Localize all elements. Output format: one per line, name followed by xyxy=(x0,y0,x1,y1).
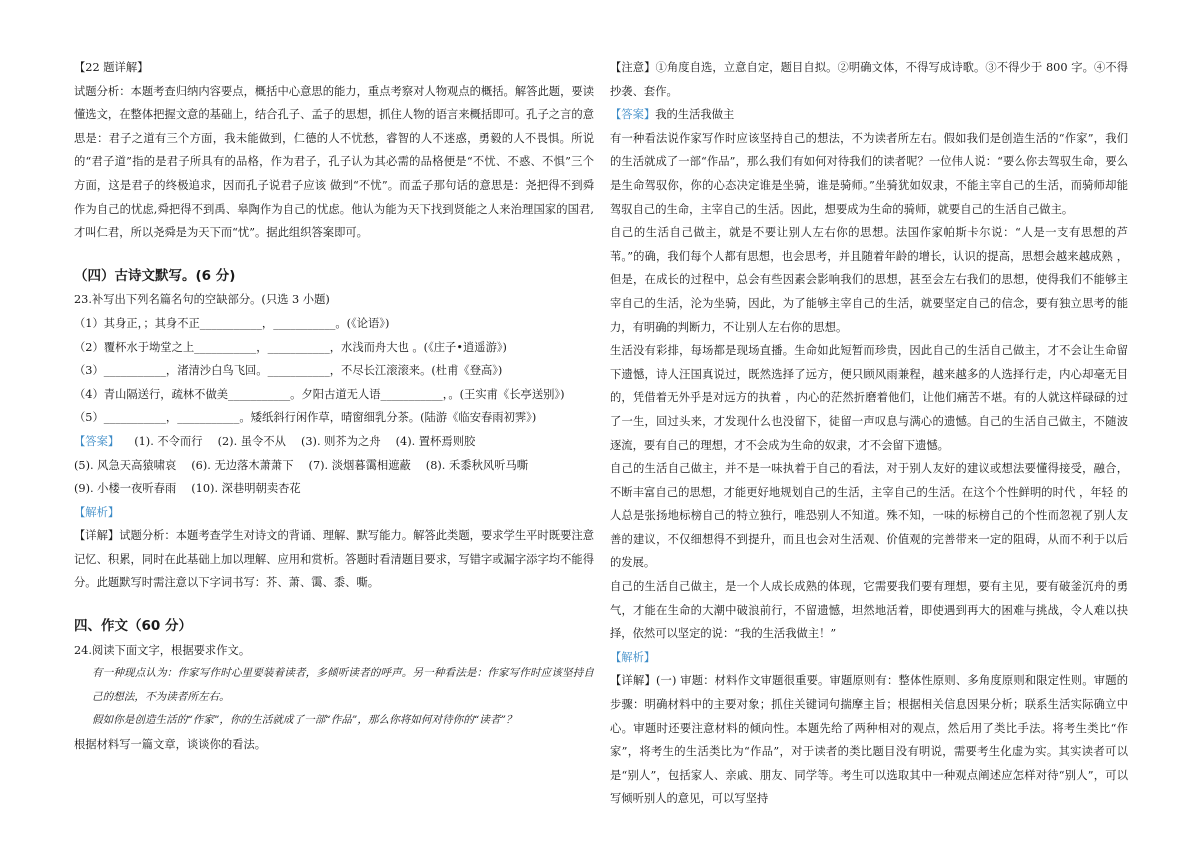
answer-6: (6). 无边落木萧萧下 xyxy=(191,458,294,472)
q22-header: 【22 题详解】 xyxy=(74,61,149,74)
q23-detail: 【详解】试题分析：本题考查学生对诗文的背诵、理解、默写能力。解答此类题，要求学生平时既要注意记忆、积累，同时在此基础上加以理解、应用和赏析。答题时看清题目要求，写错字或漏字添字均不能得分。此题默写时需注意以下字词书写：芥、萧、霭、黍、嘶。 xyxy=(74,529,594,590)
essay-answer-line xyxy=(610,103,1128,127)
q23-answers xyxy=(74,430,594,501)
q23-stem: 23.补写出下列名篇名句的空缺部分。(只选 3 小题) xyxy=(74,293,330,307)
essay-detail: 【详解】(一) 审题：材料作文审题很重要。审题原则有：整体性原则、多角度原则和限定性则。审题的步骤：明确材料中的主要对象；抓住关键词句揣摩主旨；根据相关信息因果分析；联系生活实际确立中心。审题时还要注意材料的倾向性。本题先给了两种相对的观点，然后用了类比手法。将考生类比“作家”，将考生的生活类比为“作品”，对于读者的类比题目没有明说，需要考生化虚为实。其实读者可以是“别人”，包括家人、亲戚、朋友、同学等。考生可以选取其中一种观点阐述应怎样对待“别人”，可以写倾听别人的意见，可以写坚持 xyxy=(610,674,1128,806)
analysis-tag: 【解析】 xyxy=(610,650,656,664)
essay-paragraph-1: 有一种看法说作家写作时应该坚持自己的想法，不为读者所左右。假如我们是创造生活的“作家”，我们的生活就成了一部“作品”，那么我们有如何对待我们的读者呢？一位伟人说：“要么你去驾驭生命，要么是生命驾驭你，你的心态决定谁是坐骑，谁是骑师。”坐骑犹如奴隶，不能主宰自己的生活，而骑师却能驾驭自己的生命，主宰自己的生活。因此，想要成为生命的骑师，就要自己的生活自己做主。 xyxy=(610,131,1128,216)
essay-paragraph-5: 自己的生活自己做主，是一个人成长成熟的体现，它需要我们要有理想，要有主见，要有破釜沉舟的勇气，才能在生命的大潮中破浪前行，不留遗憾，坦然地活着，即使遇到再大的困难与挑战，令人难以抉择，依然可以坚定的说：“我的生活我做主！” xyxy=(610,580,1128,641)
answer-3: (3). 则芥为之舟 xyxy=(300,434,381,448)
essay-paragraph-2: 自己的生活自己做主，就是不要让别人左右你的思想。法国作家帕斯卡尔说：“人是一支有思想的芦苇。”的确，我们每个人都有思想，也会思考，并且随着年龄的增长，认识的提高，思想会越来越成熟 ，但是，在成长的过程中，总会有些因素会影响我们的思想，甚至会左右我们的思想，使得我们不能够主宰自己的生活，沦为坐骑，因此，为了能够主宰自己的生活，就要坚定自己的信念，要有独立思考的能力，有明确的判断力，不让别人左右你的思想。 xyxy=(610,226,1128,334)
q22-analysis: 试题分析：本题考查归纳内容要点，概括中心意思的能力，重点考察对人物观点的概括。解答此题，要读懂选文，在整体把握文意的基础上，结合孔子、孟子的思想，抓住人物的语言来概括即可。孔子之言的意思是：君子之道有三个方面，我未能做到，仁德的人不忧愁，睿智的人不迷惑，勇毅的人不畏惧。所说的“君子道”指的是君子所具有的品格，作为君子，孔子认为其必需的品格便是“不忧、不惑、不惧”三个方面，这是君子的终极追求，因而孔子说君子应该 做到“不忧”。而孟子那句话的意思是：尧把得不到舜作为自己的忧虑,舜把得不到禹、皋陶作为自己的忧虑。他认为能为天下找到贤能之人来治理国家的国君,才叫仁君，所以尧舜是为天下而“忧”。据此组织答案即可。 xyxy=(74,84,594,240)
answer-10: (10). 深巷明朝卖杏花 xyxy=(191,482,301,496)
essay-note: 【注意】①角度自选，立意自定，题目自拟。②明确文体，不得写成诗歌。③不得少于 800 字。④不得抄袭、套作。 xyxy=(610,61,1128,98)
answer-9: (9). 小楼一夜听春雨 xyxy=(74,482,177,496)
q24-requirement: 根据材料写一篇文章，谈谈你的看法。 xyxy=(74,738,267,752)
q23-item-3: （3）___________，渚清沙白鸟飞回。___________，不尽长江滚滚来。(杜甫《登高》) xyxy=(74,364,503,378)
answer-1: (1). 不令而行 xyxy=(134,434,203,448)
answer-5: (5). 风急天高猿啸哀 xyxy=(74,458,177,472)
answer-4: (4). 置杯焉则胶 xyxy=(395,434,476,448)
q23-item-2: （2）覆杯水于坳堂之上___________，___________，水浅而舟大也 。(《庄子•逍遥游》) xyxy=(74,340,507,354)
q23-item-5: （5）___________，___________。矮纸斜行闲作草，晴窗细乳分茶。(陆游《临安春雨初霁》) xyxy=(74,411,537,425)
q24-material-1: 有一种现点认为：作家写作时心里要装着读者，多倾听读者的呼声。另一种看法是：作家写作时应该坚持自己的想法，不为读者所左右。 xyxy=(92,667,594,703)
essay-paragraph-4: 自己的生活自己做主，并不是一味执着于自己的看法，对于别人友好的建议或想法要懂得接受，融合，不断丰富自己的思想，才能更好地规划自己的生活，主宰自己的生活。在这个个性鲜明的时代 ，年轻 的人总是张扬地标榜自己的特立独行，唯恐别人不知道。殊不知，一味的标榜自己的个性而忽视了别人友善的建议，不仅细想得不到提升，而且也会对生活观、价值观的完善带来一定的阻碍，从而不利于以后的发展。 xyxy=(610,462,1128,570)
q24-stem: 24.阅读下面文字，根据要求作文。 xyxy=(74,643,251,657)
essay-title: 我的生活我做主 xyxy=(655,108,735,122)
answer-2: (2). 虽令不从 xyxy=(217,434,286,448)
essay-paragraph-3: 生活没有彩排，每场都是现场直播。生命如此短暂而珍贵，因此自己的生活自己做主，才不会让生命留下遗憾，诗人汪国真说过，既然选择了远方，便只顾风雨兼程，越来越多的人选择行走，内心却毫无目的，凭借着无外乎是对远方的执着 ，内心的茫然折磨着他们，让他们痛苦不堪。有的人就这样碌碌的过了一生，回过头来，才发现什么也没留下，徒留一声叹息与满心的遗憾。自己的生活自己做主，不随波逐流，要有自己的理想，才不会成为生命的奴隶，才不会留下遗憾。 xyxy=(610,344,1128,452)
q23-item-4: （4）青山隔送行，疏林不做美___________。夕阳古道无人语___________，。(王实甫《长亭送别》) xyxy=(74,387,565,401)
analysis-tag: 【解析】 xyxy=(74,505,120,519)
answer-tag: 【答案】 xyxy=(610,108,656,122)
left-column xyxy=(74,56,594,757)
q24-material-2: 假如你是创造生活的“作家”，你的生活就成了一部“作品”，那么你将如何对待你的“读者”？ xyxy=(92,714,517,727)
section-poetry-title: （四）古诗文默写。(6 分) xyxy=(74,267,236,284)
answer-tag: 【答案】 xyxy=(74,434,120,448)
answer-7: (7). 淡烟暮霭相遮蔽 xyxy=(308,458,411,472)
q23-item-1: （1）其身正，；其身不正___________，___________。(《论语》) xyxy=(74,316,390,330)
answer-8: (8). 禾黍秋风听马嘶 xyxy=(425,458,529,472)
right-column xyxy=(610,56,1128,811)
section-composition-title: 四、作文（60 分） xyxy=(74,618,192,635)
